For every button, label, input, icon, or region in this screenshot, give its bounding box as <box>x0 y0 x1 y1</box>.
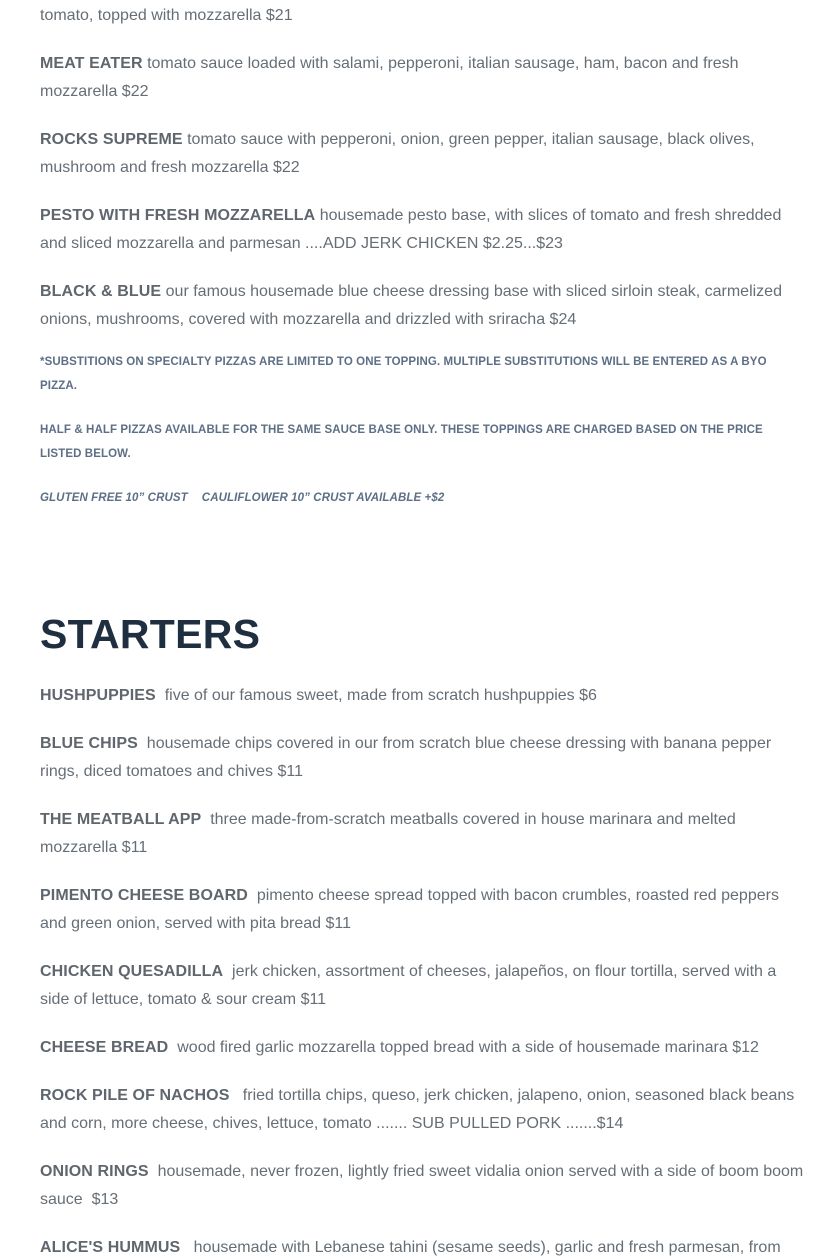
menu-item-name: ROCKS SUPREME <box>40 131 183 148</box>
menu-item-hushpuppies <box>40 682 805 710</box>
crust-options-note <box>40 486 805 510</box>
menu-item-name: ROCK PILE OF NACHOS <box>40 1087 230 1104</box>
menu-item-cheese-bread <box>40 1034 805 1062</box>
menu-item-onion-rings <box>40 1158 808 1214</box>
section-title-starters: STARTERS <box>40 611 261 657</box>
half-and-half-note: HALF & HALF PIZZAS AVAILABLE FOR THE SAME SAUCE BASE ONLY. THESE TOPPINGS ARE CHARGED BASED ON THE PRICE LISTED BELOW. <box>40 424 763 460</box>
menu-item-description: our famous housemade blue cheese dressing base with sliced sirloin steak, carmelized onions, mushrooms, covered with mozzarella and drizzled with sriracha $24 <box>40 283 782 328</box>
menu-item-description: pimento cheese spread topped with bacon crumbles, roasted red peppers and green onion, served with pita bread $11 <box>40 887 784 932</box>
menu-item-meat-eater <box>40 50 805 106</box>
menu-item-description: housemade, never frozen, lightly fried sweet vidalia onion served with a side of boom boom sauce $13 <box>40 1163 808 1208</box>
menu-item-black-and-blue <box>40 278 805 334</box>
menu-item-name: PESTO WITH FRESH MOZZARELLA <box>40 207 316 224</box>
menu-item-description: tomato sauce with pepperoni, onion, green pepper, italian sausage, black olives, mushroom and fresh mozzarella $22 <box>40 131 755 176</box>
menu-item-name: THE MEATBALL APP <box>40 811 202 828</box>
menu-item-description: wood fired garlic mozzarella topped bread with a side of housemade marinara $12 <box>168 1039 759 1056</box>
substitution-note: *SUBSTITIONS ON SPECIALTY PIZZAS ARE LIMITED TO ONE TOPPING. MULTIPLE SUBSTITUTIONS WILL BE ENTERED AS A BYO PIZZA. <box>40 356 767 392</box>
menu-item-blue-chips <box>40 730 805 786</box>
menu-item-name: CHEESE BREAD <box>40 1039 169 1056</box>
menu-item-chicken-quesadilla <box>40 958 805 1014</box>
menu-item-name: CHICKEN QUESADILLA <box>40 963 224 980</box>
menu-item-description: jerk chicken, assortment of cheeses, jalapeños, on flour tortilla, served with a side of lettuce, tomato & sour cream $11 <box>40 963 781 1008</box>
menu-item-pesto <box>40 202 805 258</box>
menu-item-rocks-supreme <box>40 126 805 182</box>
pizza-description-fragment: tomato, topped with mozzarella $21 <box>40 7 293 24</box>
menu-item-name: PIMENTO CHEESE BOARD <box>40 887 248 904</box>
menu-item-description: fried tortilla chips, queso, jerk chicken, jalapeno, onion, seasoned black beans and corn, more cheese, chives, lettuce, tomato ....... SUB PULLED PORK .......$14 <box>40 1087 799 1132</box>
gluten-free-crust-note: GLUTEN FREE 10” CRUST <box>40 492 188 504</box>
menu-item-description: housemade chips covered in our from scratch blue cheese dressing with banana pepper rings, diced tomatoes and chives $11 <box>40 735 776 780</box>
menu-item-name: BLACK & BLUE <box>40 283 162 300</box>
menu-item-description: three made-from-scratch meatballs covered in house marinara and melted mozzarella $11 <box>40 811 741 856</box>
cauliflower-crust-note: CAULIFLOWER 10” CRUST AVAILABLE +$2 <box>201 492 445 504</box>
menu-item-pimento-cheese-board <box>40 882 805 938</box>
menu-item-description: housemade with Lebanese tahini (sesame seeds), garlic and fresh parmesan, from <box>180 1239 781 1256</box>
menu-item-name: MEAT EATER <box>40 55 143 72</box>
menu-item-name: BLUE CHIPS <box>40 735 138 752</box>
menu-item-rock-pile-of-nachos <box>40 1082 805 1138</box>
menu-item-meatball-app <box>40 806 805 862</box>
menu-item-alices-hummus <box>40 1234 805 1259</box>
menu-item-description: tomato sauce loaded with salami, pepperoni, italian sausage, ham, bacon and fresh mozzarella $22 <box>40 55 739 100</box>
menu-item-name: ONION RINGS <box>40 1163 149 1180</box>
menu-item-name: HUSHPUPPIES <box>40 687 156 704</box>
menu-item-description: five of our famous sweet, made from scratch hushpuppies $6 <box>155 687 597 704</box>
menu-item-name: ALICE'S HUMMUS <box>40 1239 181 1256</box>
menu-item-description: housemade pesto base, with slices of tomato and fresh shredded and sliced mozzarella and parmesan ....ADD JERK CHICKEN $2.25...$23 <box>40 207 782 252</box>
